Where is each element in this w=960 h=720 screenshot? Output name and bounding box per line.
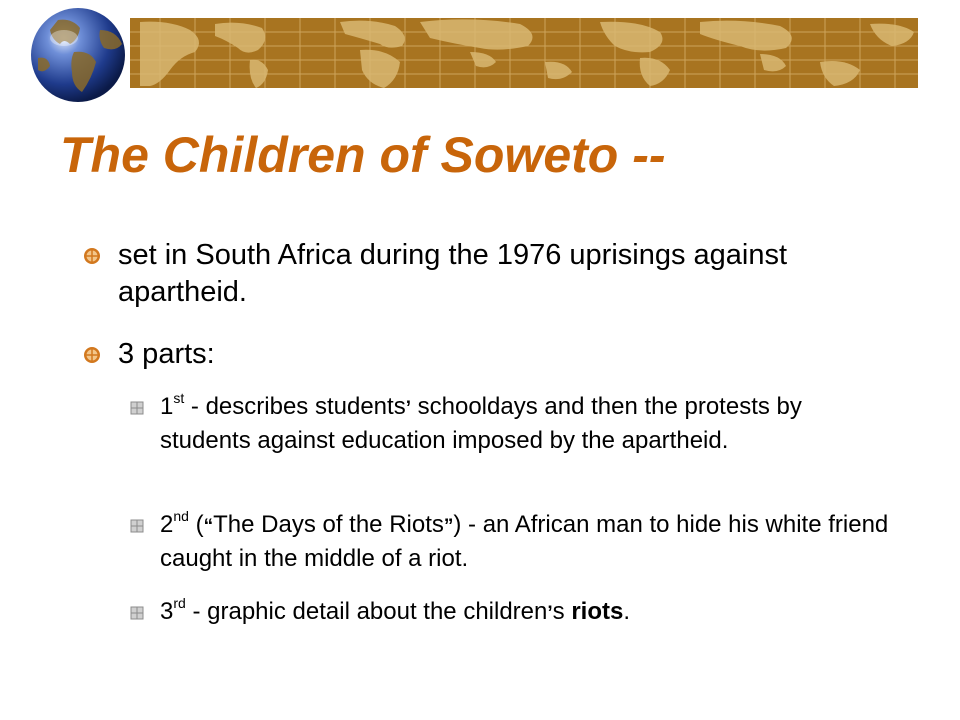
gray-square-bullet-icon <box>130 519 144 533</box>
bullet-text: set in South Africa during the 1976 uprisings against apartheid. <box>118 239 788 308</box>
sub-bullet-text: - describes students <box>184 393 406 420</box>
quoted-title: The Days of the Riots <box>213 511 444 538</box>
ordinal-number: 3 <box>160 598 174 625</box>
ordinal-number: 2 <box>160 511 174 538</box>
apostrophe: ’ <box>405 398 411 419</box>
sub-bullet-text: s <box>552 598 572 625</box>
bullet-item-setting <box>118 237 898 311</box>
ordinal-suffix: st <box>173 390 185 406</box>
bullet-text: 3 parts: <box>118 338 215 370</box>
open-quote: “ <box>203 516 214 537</box>
close-quote: ” <box>443 516 454 537</box>
orange-sun-bullet-icon <box>83 346 101 364</box>
slide-title: The Children of Soweto -- <box>60 127 666 183</box>
ordinal-number: 1 <box>160 393 174 420</box>
map-banner <box>0 0 960 120</box>
bullet-item-parts <box>118 336 898 373</box>
sub-bullet-text: - graphic detail about the children <box>185 598 548 625</box>
sub-bullet-part-1 <box>160 391 890 457</box>
sub-bullet-text: . <box>623 598 631 625</box>
ordinal-suffix: nd <box>173 508 189 524</box>
bold-word: riots <box>571 598 624 625</box>
ordinal-suffix: rd <box>173 595 186 611</box>
orange-sun-bullet-icon <box>83 247 101 265</box>
sub-bullet-text: ( <box>188 511 204 538</box>
world-map-banner <box>0 0 960 120</box>
sub-bullet-text: ) - an African man to hide his white friend caught in the middle of a riot. <box>160 511 889 572</box>
gray-square-bullet-icon <box>130 401 144 415</box>
gray-square-bullet-icon <box>130 606 144 620</box>
sub-bullet-part-2 <box>160 509 890 575</box>
apostrophe: ’ <box>547 603 553 624</box>
sub-bullet-text: schooldays and then the protests by students against education imposed by the apartheid. <box>160 393 802 454</box>
sub-bullet-part-3 <box>160 596 890 630</box>
